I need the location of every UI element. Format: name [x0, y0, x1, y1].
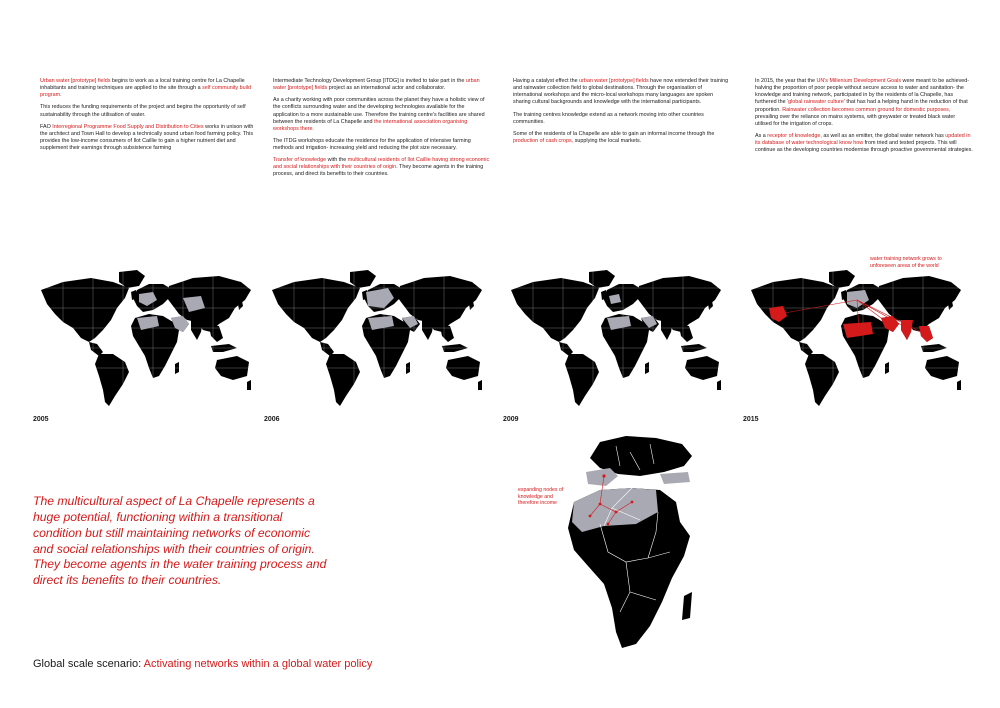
- highlight-text: 'global rainwater culture': [787, 99, 845, 106]
- map-note: water training network grows to unforeseen areas of the world: [870, 256, 942, 269]
- year-label-2009: 2009: [503, 416, 519, 423]
- paragraph: [273, 157, 491, 178]
- paragraph: [40, 78, 258, 99]
- highlight-text: multicultural residents of Ilot Caillie having strong economic and social relationships with their countries of origin.: [273, 157, 490, 171]
- year-label-2006: 2006: [264, 416, 280, 423]
- body-text: project as an international actor and collaborator.: [327, 85, 446, 92]
- body-text: have now extended their training and rainwater collection field to global destinations. Through the organisation of international workshops and the micro-local workshops many languages are spoken sharing cultural backgrounds and knowledge with the international participants.: [513, 78, 729, 106]
- paragraph: [755, 78, 973, 128]
- body-text: that has had a helping hand in the reduction of that proportion.: [755, 99, 968, 113]
- highlight-text: Rainwater collection becomes common ground for domestic purposes,: [782, 106, 951, 113]
- highlight-turkey: [660, 472, 690, 484]
- africa-note: expanding nodes of knowledge and therefore income: [518, 487, 564, 506]
- paragraph: [273, 138, 491, 152]
- body-text: works in unison with the architect and Town Hall to develop a technically sound urban food farming policy. This provides the low-income consumers of Ilot Caillie to gain a higher nutrient diet and supplement their earnings through subsistence farming: [40, 123, 254, 151]
- paragraph: [273, 97, 491, 133]
- highlight-text: updated in its database of water technological know how: [755, 132, 971, 146]
- body-text: The ITDG workshops educate the residence for the application of intensive farming methods and irrigation- increasing yield and reducing the plot size necessary.: [273, 137, 471, 151]
- body-text: As a: [755, 132, 768, 139]
- paragraph: [40, 124, 258, 153]
- highlight-text: Interregional Programme Food Supply and Distribution to Cities: [52, 123, 204, 130]
- text-column-2006: [273, 78, 491, 184]
- text-column-2005: [40, 78, 258, 157]
- paragraph: [513, 78, 731, 107]
- world-map-2006: [264, 268, 484, 408]
- body-text: Having a catalyst effect the: [513, 78, 580, 84]
- highlight-text: UN's Millenium Development Goals: [816, 78, 902, 84]
- year-label-2005: 2005: [33, 416, 49, 423]
- body-text: FAO: [40, 123, 53, 130]
- text-column-2015: [755, 78, 973, 159]
- paragraph: [513, 131, 731, 145]
- paragraph: [40, 104, 258, 118]
- paragraph: [755, 133, 973, 154]
- body-text: In 2015, the year that the: [755, 78, 817, 84]
- body-text: begins to work as a local training centre for La Chapelle inhabitants and training techniques are applied to the site through a: [40, 78, 245, 92]
- body-text: with the: [326, 157, 348, 164]
- year-label-2015: 2015: [743, 416, 759, 423]
- paragraph: [273, 78, 491, 92]
- footer-label: Global scale scenario:: [33, 658, 144, 670]
- africa-detail-map: [560, 432, 720, 662]
- body-text: were meant to be achieved- halving the proportion of poor people without secure access to water and sanitation- the knowledge and training network, participated in by the residents of la Chapelle, has furthered the: [755, 78, 970, 106]
- madagascar: [682, 592, 692, 620]
- highlight-text: the international association organising workshops there.: [273, 118, 468, 132]
- body-text: This reduces the funding requirements of the project and begins the opportunity of self sustainability through the utilisation of water.: [40, 104, 246, 118]
- highlight-text: Urban water [prototype] fields: [40, 78, 111, 84]
- world-map-2005: [33, 268, 253, 408]
- highlight-text: urban water [prototype] fields: [579, 78, 649, 84]
- body-text: As a charity working with poor communities across the planet they have a holistic view of the conflicts surrounding water and the developing technologies available for the application to a more sustainable use. Therefore the training centre's facilities are shared between the residents of La Chapelle and: [273, 97, 485, 125]
- page-footer: [33, 658, 372, 670]
- text-column-2009: [513, 78, 731, 150]
- paragraph: [513, 112, 731, 126]
- body-text: Intermediate Technology Development Group [ITDG] is invited to take part in the: [273, 78, 466, 84]
- body-text: Some of the residents of la Chapelle are able to gain an informal income through the: [513, 130, 715, 137]
- highlight-text: urban water [prototype] fields: [273, 78, 480, 92]
- body-text: supplying the local markets.: [573, 137, 642, 144]
- footer-title: Activating networks within a global water policy: [143, 658, 373, 670]
- body-text: They become agents in the training process, and direct its benefits to their countries.: [273, 164, 484, 178]
- quote-text: The multicultural aspect of La Chapelle represents a huge potential, functioning within a transitional condition but still maintaining networks of economic and social relationships with their countries of origin. They become agents in the water training process and direct its benefits to their countries.: [33, 494, 327, 588]
- highlight-southeast-asia: [919, 326, 933, 342]
- body-text: as well as an emitter, the global water network has: [821, 132, 946, 139]
- world-map-2009: [503, 268, 723, 408]
- body-text: from tried and tested projects. This will continue as the developing countries modernise through proactive governmental strategies.: [755, 140, 973, 154]
- highlight-text: receptor of knowledge,: [767, 132, 822, 139]
- body-text: prevailing over the reliance on mains systems, with greywater or treated black water utilised for the irrigation of crops.: [755, 113, 956, 127]
- highlight-text: Transfer of knowledge: [273, 157, 327, 164]
- highlight-text: production of cash crops,: [513, 137, 574, 144]
- world-map-2015: [743, 268, 963, 408]
- body-text: The training centres knowledge extend as a network moving into other countries communities.: [513, 111, 704, 125]
- highlight-text: self community build program.: [40, 85, 251, 99]
